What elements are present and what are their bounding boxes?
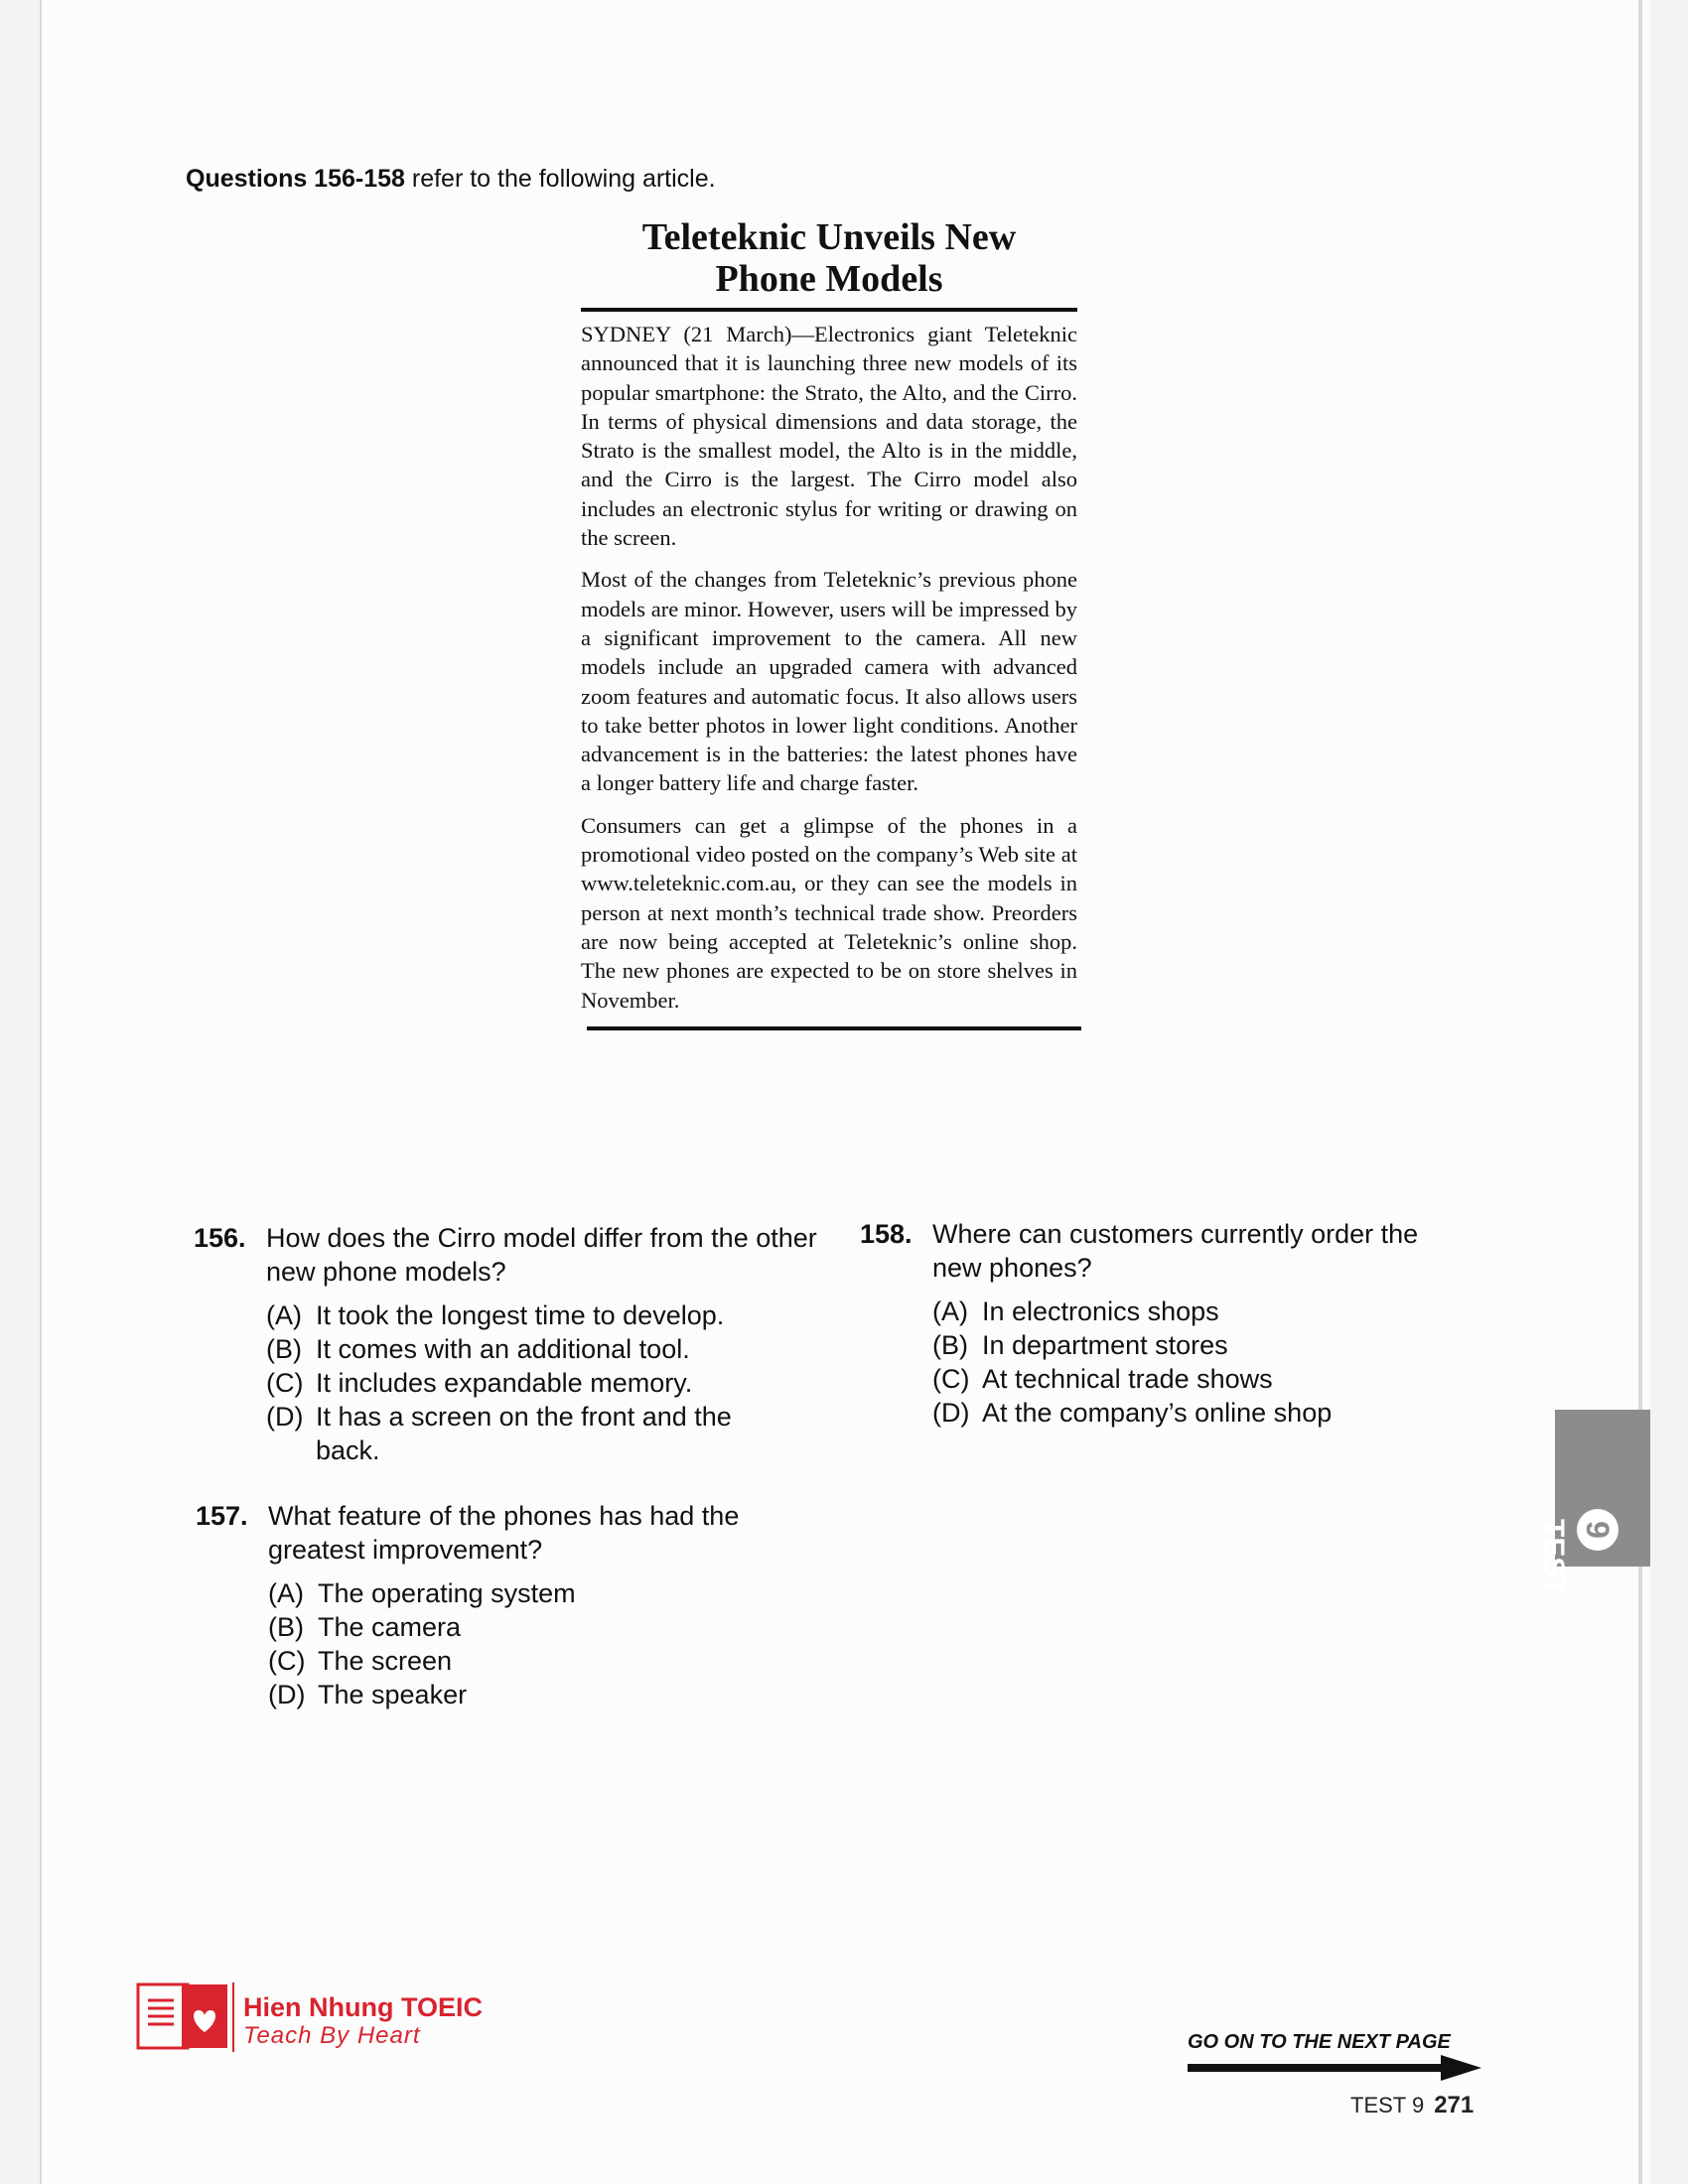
question-158 [860,1217,1476,1430]
option-c[interactable] [268,1644,821,1678]
option-text: In department stores [982,1330,1228,1360]
option-text: In electronics shops [982,1297,1219,1326]
option-d[interactable] [932,1396,1476,1430]
option-b[interactable] [266,1332,819,1366]
answer-options [268,1576,821,1711]
question-157 [196,1499,821,1711]
option-text: It comes with an additional tool. [316,1334,690,1364]
option-letter: (D) [932,1398,970,1428]
article-top-rule [581,308,1077,312]
test-side-tab [1537,1410,1650,1595]
brand-tagline: Teach By Heart [243,2022,421,2049]
question-number: 156. [194,1223,246,1253]
option-text: The operating system [318,1578,576,1608]
intro-text: refer to the following article. [404,165,716,193]
page-edge [1638,0,1642,2184]
option-letter: (A) [268,1578,304,1608]
brand-name: Hien Nhung TOEIC [243,1992,483,2022]
article-paragraph: Consumers can get a glimpse of the phones in a promotional video posted on the company’s Web site at www.teleteknic.com.au, or they can see the models in person at next month’s technical trade show. Preorders are now being accepted at Teleteknic’s online shop. The new phones are expected to be on store shelves in November. [581,812,1077,1013]
option-text: It took the longest time to develop. [316,1300,725,1330]
option-text: At the company’s online shop [982,1398,1333,1428]
option-letter: (C) [268,1646,306,1676]
arrow-right-icon [1188,2053,1485,2083]
option-c[interactable] [266,1366,819,1400]
brand-logo [136,1980,513,2055]
option-letter: (D) [266,1402,304,1432]
article-title-line2: Phone Models [715,258,943,300]
option-letter: (A) [932,1297,968,1326]
option-letter: (B) [266,1334,302,1364]
answer-options [932,1295,1476,1430]
option-letter: (C) [266,1368,304,1398]
question-156 [194,1221,819,1467]
side-tab-label: TEST [1537,1519,1570,1595]
side-tab-number-badge [1577,1509,1618,1551]
option-letter: (C) [932,1364,970,1394]
option-b[interactable] [268,1610,821,1644]
article [581,216,1077,1030]
footer-test-label: TEST 9 [1350,2093,1425,2117]
option-text: At technical trade shows [982,1364,1273,1394]
article-paragraph: Most of the changes from Teleteknic’s previous phone models are minor. However, users will be impressed by a significant improvement to the camera. All new models include an upgraded camera with advanced zoom features and automatic focus. It also allows users to take better photos in lower light conditions. Another advancement is in the batteries: the latest phones have a longer battery life and charge faster. [581,567,1077,796]
option-text: It has a screen on the front and the back. [316,1402,732,1465]
question-stem: Where can customers currently order the new phones? [932,1219,1419,1283]
question-number: 158. [860,1219,913,1249]
option-a[interactable] [932,1295,1476,1328]
option-letter: (D) [268,1680,306,1709]
option-a[interactable] [266,1298,819,1332]
page-footer [1350,2092,1474,2119]
article-bottom-rule [587,1026,1081,1030]
answer-options [266,1298,819,1467]
questions-range: Questions 156-158 [186,165,405,193]
book-heart-icon [136,1980,235,2055]
question-stem: How does the Cirro model differ from the other new phone models? [266,1223,817,1287]
option-text: The camera [318,1612,462,1642]
option-d[interactable] [268,1678,821,1711]
option-letter: (A) [266,1300,302,1330]
option-a[interactable] [268,1576,821,1610]
question-stem: What feature of the phones has had the greatest improvement? [268,1501,740,1565]
article-title-line1: Teleteknic Unveils New [641,216,1017,258]
article-paragraph: SYDNEY (21 March)—Electronics giant Teleteknic announced that it is launching three new models of its popular smartphone: the Strato, the Alto, and the Cirro. In terms of physical dimensions and data storage, the Strato is the smallest model, the Alto is in the middle, and the Cirro is the largest. The Cirro model also includes an electronic stylus for writing or drawing on the screen. [581,322,1077,551]
questions-intro [186,165,716,194]
side-tab-number: 9 [1579,1521,1616,1539]
option-text: The speaker [318,1680,468,1709]
option-letter: (B) [268,1612,304,1642]
question-number: 157. [196,1501,248,1531]
next-page-note: GO ON TO THE NEXT PAGE [1188,2031,1451,2053]
article-title [581,216,1077,300]
option-text: The screen [318,1646,453,1676]
option-d[interactable] [266,1400,753,1467]
page-number: 271 [1434,2092,1475,2118]
option-b[interactable] [932,1328,1476,1362]
option-c[interactable] [932,1362,1476,1396]
option-letter: (B) [932,1330,968,1360]
option-text: It includes expandable memory. [316,1368,693,1398]
